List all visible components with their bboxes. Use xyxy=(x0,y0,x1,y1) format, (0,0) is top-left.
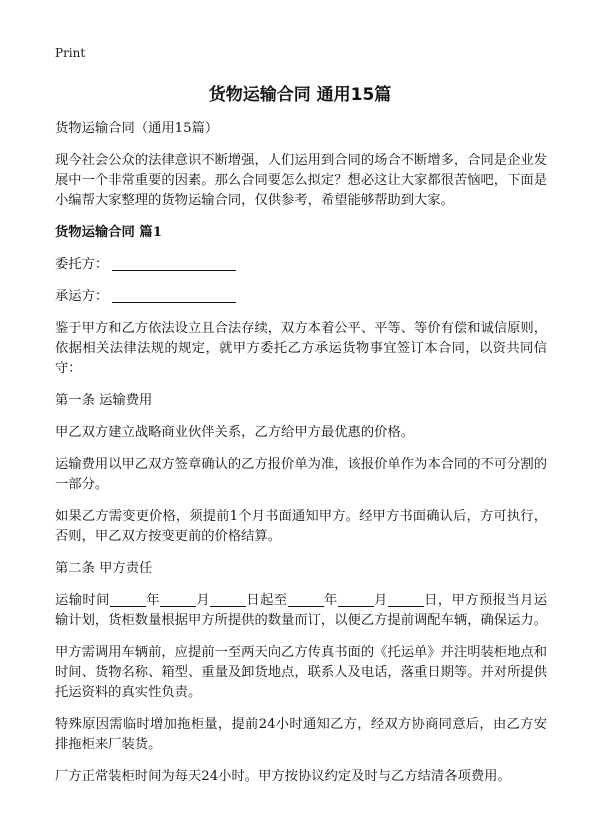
document-body xyxy=(55,119,547,799)
clause2-paragraph-1 xyxy=(55,591,547,631)
month-label-1: 月 xyxy=(195,593,211,608)
year-blank-2 xyxy=(288,592,324,607)
client-blank xyxy=(112,269,236,271)
client-label: 委托方： xyxy=(55,257,109,272)
clause1-title: 第一条 运输费用 xyxy=(55,393,153,408)
client-field xyxy=(55,255,547,275)
clause2-paragraph-2: 甲方需调用车辆前，应提前一至两天向乙方传真书面的《托运单》并注明装柜地点和时间、货物名称、箱型、重量及卸货地点，联系人及电话，落重日期等。并对所提供托运资料的真实性负责。 xyxy=(55,645,547,700)
year-label-2: 年 xyxy=(323,593,338,608)
clause2-paragraph-4: 厂方正常装柜时间为每天24小时。甲方按协议约定及时与乙方结清各项费用。 xyxy=(55,769,511,784)
intro-paragraph: 现今社会公众的法律意识不断增强，人们运用到合同的场合不断增多，合同是企业发展中一个非常重要的因素。那么合同要怎么拟定？想必这让大家都很苦恼吧，下面是小编帮大家整理的货物运输合同，仅供参考，希望能够帮助到大家。 xyxy=(55,153,547,208)
carrier-label: 承运方： xyxy=(55,289,109,304)
preamble-paragraph: 鉴于甲方和乙方依法设立且合法存续，双方本着公平、平等、等价有偿和诚信原则，依据相关法律法规的规定，就甲方委托乙方承运货物事宜签订本合同，以资共同信守： xyxy=(55,321,547,376)
clause1-paragraph-3: 如果乙方需变更价格，须提前1个月书面通知甲方。经甲方书面确认后，方可执行，否则，甲乙双方按变更前的价格结算。 xyxy=(55,509,547,544)
clause1-paragraph-1: 甲乙双方建立战略商业伙伴关系，乙方给甲方最优惠的价格。 xyxy=(55,425,415,440)
day-label-1: 日起至 xyxy=(246,593,288,608)
month-label-2: 月 xyxy=(373,593,388,608)
day-blank-1 xyxy=(210,592,246,607)
article-heading: 货物运输合同 篇1 xyxy=(55,225,162,240)
month-blank-2 xyxy=(338,592,374,607)
time-prefix: 运输时间 xyxy=(55,593,110,608)
year-blank-1 xyxy=(110,592,146,607)
print-link[interactable]: Print xyxy=(55,46,86,60)
document-subtitle: 货物运输合同（通用15篇） xyxy=(55,121,219,136)
time-rest: 日，甲方预报当月运输计划，货柜数量根据甲方所提供的数量而订，以便乙方提前调配车辆，确保运力。 xyxy=(55,593,548,628)
clause2-title: 第二条 甲方责任 xyxy=(55,561,153,576)
clause1-paragraph-2: 运输费用以甲乙双方签章确认的乙方报价单为准，该报价单作为本合同的不可分割的一部分。 xyxy=(55,457,547,492)
clause2-paragraph-3: 特殊原因需临时增加拖柜量，提前24小时通知乙方，经双方协商同意后，由乙方安排拖柜来厂装货。 xyxy=(55,717,547,752)
carrier-blank xyxy=(112,301,236,303)
month-blank-1 xyxy=(160,592,196,607)
day-blank-2 xyxy=(388,592,424,607)
document-title: 货物运输合同 通用15篇 xyxy=(208,85,392,105)
carrier-field xyxy=(55,287,547,307)
year-label-1: 年 xyxy=(145,593,160,608)
